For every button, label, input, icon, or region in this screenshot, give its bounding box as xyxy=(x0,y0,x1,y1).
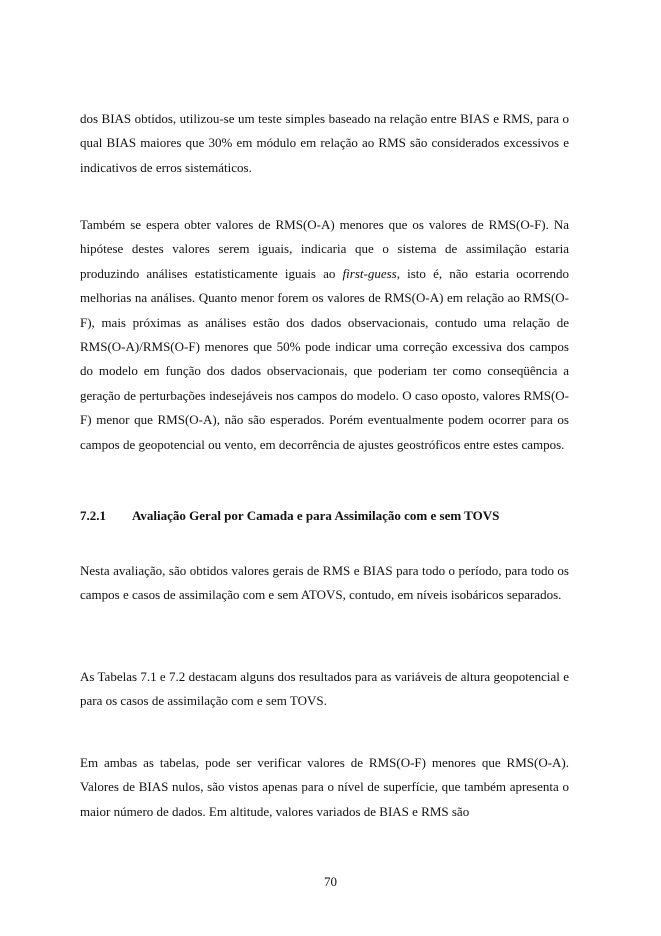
paragraph-rms-expectations xyxy=(80,213,569,457)
section-heading xyxy=(80,506,569,526)
paragraph-text-start: Também se espera obter valores de RMS(O-A) menores que os valores de RMS(O-F). Na hipótese destes valores serem iguais, indicaria que o sistema de assimilação estaria produzindo análises estatisticamente iguais ao xyxy=(80,217,569,281)
section-number: 7.2.1 xyxy=(80,508,106,523)
paragraph-tables-intro xyxy=(80,665,569,714)
paragraph-text: Nesta avaliação, são obtidos valores gerais de RMS e BIAS para todo o período, para todo os campos e casos de assimilação com e sem ATOVS, contudo, em níveis isobáricos separados. xyxy=(80,563,569,603)
paragraph-general-evaluation xyxy=(80,559,569,608)
section-title: Avaliação Geral por Camada e para Assimilação com e sem TOVS xyxy=(132,508,500,523)
page-number: 70 xyxy=(324,874,337,889)
paragraph-text-end: , isto é, não estaria ocorrendo melhorias na análises. Quanto menor forem os valores de RMS(O-A) em relação ao RMS(O-F), mais próximas as análises estão dos dados observacionais, contudo uma relação de RMS(O-A)/RMS(O-F) menores que 50% pode indicar uma correção excessiva dos campos do modelo em função dos dados observacionais, que poderiam ter como conseqüência a geração de perturbações indesejáveis nos campos do modelo. O caso oposto, valores RMS(O-F) menor que RMS(O-A), não são esperados. Porém eventualmente podem ocorrer para os campos de geopotencial ou vento, em decorrência de ajustes geostróficos entre estes campos. xyxy=(80,265,569,452)
first-guess-term: first-guess xyxy=(342,265,397,281)
paragraph-tables-results xyxy=(80,751,569,824)
paragraph-text: Em ambas as tabelas, pode ser verificar valores de RMS(O-F) menores que RMS(O-A). Valores de BIAS nulos, são vistos apenas para o nível de superfície, que também apresenta o maior número de dados. Em altitude, valores variados de BIAS e RMS são xyxy=(80,755,569,819)
paragraph-text: dos BIAS obtidos, utilizou-se um teste simples baseado na relação entre BIAS e RMS, para o qual BIAS maiores que 30% em módulo em relação ao RMS são considerados excessivos e indicativos de erros sistemáticos. xyxy=(80,111,569,175)
paragraph-text: As Tabelas 7.1 e 7.2 destacam alguns dos resultados para as variáveis de altura geopotencial e para os casos de assimilação com e sem TOVS. xyxy=(80,669,569,709)
paragraph-bias-criteria xyxy=(80,107,569,180)
